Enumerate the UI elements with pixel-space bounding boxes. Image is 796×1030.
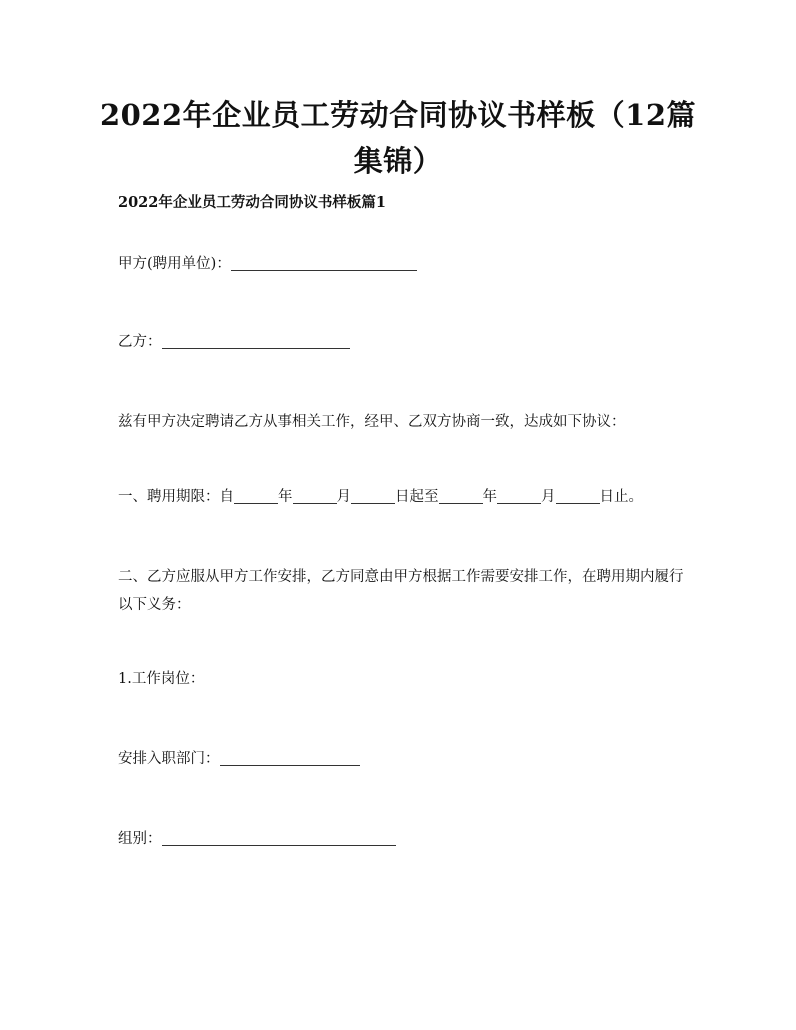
start-year-blank [234, 489, 278, 504]
end-day-blank [556, 489, 600, 504]
party-b-line [118, 328, 690, 356]
term-month-label-end: 月 [541, 489, 556, 505]
term-month-label: 月 [336, 489, 351, 505]
end-year-blank [439, 489, 483, 504]
clause-two-paragraph: 二、乙方应服从甲方工作安排，乙方同意由甲方根据工作需要安排工作，在聘用期内履行以下义务： [118, 569, 684, 613]
party-b-blank [162, 334, 350, 349]
intro-paragraph: 兹有甲方决定聘请乙方从事相关工作，经甲、乙双方协商一致，达成如下协议： [118, 414, 626, 430]
document-title: 2022年企业员工劳动合同协议书样板（12篇集锦） [99, 98, 697, 178]
department-label: 安排入职部门： [118, 751, 220, 767]
term-clause [118, 483, 690, 511]
term-year-label: 年 [278, 489, 293, 505]
term-day-end-label: 日止。 [599, 489, 643, 505]
term-day-from-label: 日起至 [395, 489, 439, 505]
group-label: 组别： [118, 831, 162, 847]
party-a-line [118, 250, 690, 278]
term-prefix: 一、聘用期限：自 [118, 489, 234, 505]
department-line [118, 745, 690, 773]
party-b-label: 乙方： [118, 334, 162, 350]
section-heading: 2022年企业员工劳动合同协议书样板篇1 [118, 194, 386, 211]
group-blank [162, 831, 396, 846]
group-line [118, 825, 690, 853]
term-year-label-end: 年 [482, 489, 497, 505]
party-a-blank [231, 256, 417, 271]
party-a-label: 甲方(聘用单位)： [118, 256, 231, 272]
department-blank [220, 751, 360, 766]
end-month-blank [497, 489, 541, 504]
start-day-blank [351, 489, 395, 504]
start-month-blank [293, 489, 337, 504]
job-position-line: 1.工作岗位： [118, 671, 205, 687]
